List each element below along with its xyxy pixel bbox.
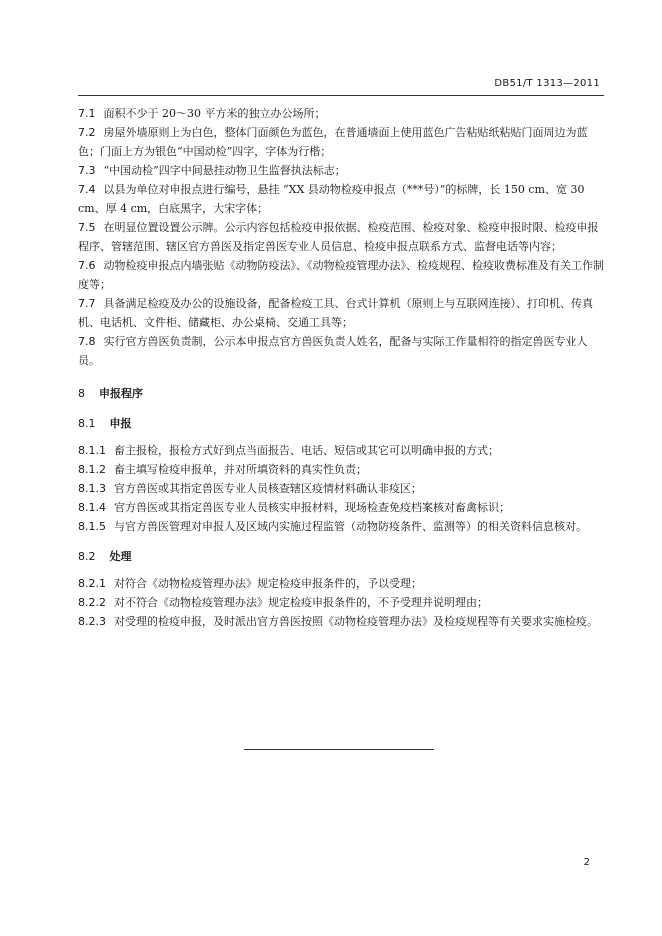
clause-item bbox=[78, 479, 604, 498]
clause-item bbox=[78, 294, 604, 332]
subsection-8-2-heading bbox=[78, 547, 604, 566]
section-title: 申报程序 bbox=[99, 387, 143, 400]
clause-item bbox=[78, 498, 604, 517]
clause-text: “中国动检”四字中间悬挂动物卫生监督执法标志； bbox=[103, 164, 346, 177]
clause-number: 7.1 bbox=[78, 107, 96, 120]
clause-text: 畜主填写检疫申报单，并对所填资料的真实性负责； bbox=[114, 463, 367, 476]
clause-item bbox=[78, 256, 604, 294]
clause-item bbox=[78, 332, 604, 370]
clause-item bbox=[78, 460, 604, 479]
clause-number: 7.6 bbox=[78, 259, 96, 272]
clause-number: 7.4 bbox=[78, 183, 96, 196]
clause-text: 以县为单位对申报点进行编号，悬挂 “XX 县动物检疫申报点（***号）”的标牌，长 150 cm、宽 30 cm、厚 4 cm，白底黑字，大宋字体； bbox=[78, 183, 585, 215]
clause-item bbox=[78, 574, 604, 593]
clause-number: 8.2.2 bbox=[78, 596, 106, 609]
subsection-number: 8.1 bbox=[78, 417, 96, 430]
clause-number: 7.3 bbox=[78, 164, 96, 177]
clause-text: 对符合《动物检疫管理办法》规定检疫申报条件的，予以受理； bbox=[114, 577, 422, 590]
clause-item bbox=[78, 161, 604, 180]
clause-number: 7.7 bbox=[78, 297, 96, 310]
subsection-8-1-list bbox=[78, 441, 604, 536]
section-8-heading bbox=[78, 384, 604, 403]
clause-text: 在明显位置设置公示牌。公示内容包括检疫申报依据、检疫范围、检疫对象、检疫申报时限、检疫申报程序、管辖范围、辖区官方兽医及指定兽医专业人员信息、检疫申报点联系方式、监督电话等内容； bbox=[78, 221, 599, 253]
clause-item bbox=[78, 104, 604, 123]
clause-text: 对受理的检疫申报，及时派出官方兽医按照《动物检疫管理办法》及检疫规程等有关要求实施检疫。 bbox=[114, 615, 598, 628]
clause-text: 官方兽医或其指定兽医专业人员核查辖区疫情材料确认非疫区； bbox=[114, 482, 422, 495]
clause-number: 7.2 bbox=[78, 126, 96, 139]
document-body bbox=[78, 104, 604, 631]
clause-text: 官方兽医或其指定兽医专业人员核实申报材料，现场检查免疫档案核对畜禽标识； bbox=[114, 501, 510, 514]
clause-number: 8.2.1 bbox=[78, 577, 106, 590]
clause-number: 8.1.4 bbox=[78, 501, 106, 514]
clause-text: 动物检疫申报点内墙张贴《动物防疫法》、《动物检疫管理办法》、检疫规程、检疫收费标准及有关工作制度等； bbox=[78, 259, 604, 291]
subsection-number: 8.2 bbox=[78, 550, 96, 563]
clause-text: 面积不少于 20～30 平方米的独立办公场所； bbox=[103, 107, 326, 120]
header-divider bbox=[78, 95, 604, 96]
subsection-8-1-heading bbox=[78, 414, 604, 433]
section-number: 8 bbox=[78, 387, 85, 400]
clause-text: 实行官方兽医负责制，公示本申报点官方兽医负责人姓名，配备与实际工作量相符的指定兽医专业人员。 bbox=[78, 335, 588, 367]
subsection-8-2-list bbox=[78, 574, 604, 631]
clause-number: 8.2.3 bbox=[78, 615, 106, 628]
standard-code: DB51/T 1313—2011 bbox=[494, 78, 600, 89]
clause-number: 8.1.3 bbox=[78, 482, 106, 495]
clause-item bbox=[78, 123, 604, 161]
clause-item bbox=[78, 612, 604, 631]
clause-number: 8.1.2 bbox=[78, 463, 106, 476]
section-7-list bbox=[78, 104, 604, 370]
end-of-text-rule bbox=[244, 749, 434, 750]
clause-number: 8.1.1 bbox=[78, 444, 106, 457]
clause-item bbox=[78, 517, 604, 536]
subsection-title: 申报 bbox=[109, 417, 132, 430]
clause-item bbox=[78, 218, 604, 256]
page-number: 2 bbox=[583, 857, 590, 868]
subsection-title: 处理 bbox=[109, 550, 132, 563]
clause-text: 对不符合《动物检疫管理办法》规定检疫申报条件的，不予受理并说明理由； bbox=[114, 596, 488, 609]
clause-item bbox=[78, 441, 604, 460]
clause-item bbox=[78, 180, 604, 218]
clause-text: 具备满足检疫及办公的设施设备，配备检疫工具、台式计算机（原则上与互联网连接）、打印机、传真机、电话机、文件柜、储藏柜、办公桌椅、交通工具等； bbox=[78, 297, 593, 329]
clause-number: 7.8 bbox=[78, 335, 96, 348]
clause-text: 房屋外墙原则上为白色，整体门面颜色为蓝色，在普通墙面上使用蓝色广告粘贴纸粘贴门面周边为蓝色；门面上方为银色“中国动检”四字，字体为行楷； bbox=[78, 126, 588, 158]
clause-item bbox=[78, 593, 604, 612]
clause-number: 8.1.5 bbox=[78, 520, 106, 533]
clause-number: 7.5 bbox=[78, 221, 96, 234]
clause-text: 与官方兽医管理对申报人及区域内实施过程监管（动物防疫条件、监测等）的相关资料信息核对。 bbox=[114, 520, 587, 533]
clause-text: 畜主报检，报检方式好到点当面报告、电话、短信或其它可以明确申报的方式； bbox=[114, 444, 499, 457]
